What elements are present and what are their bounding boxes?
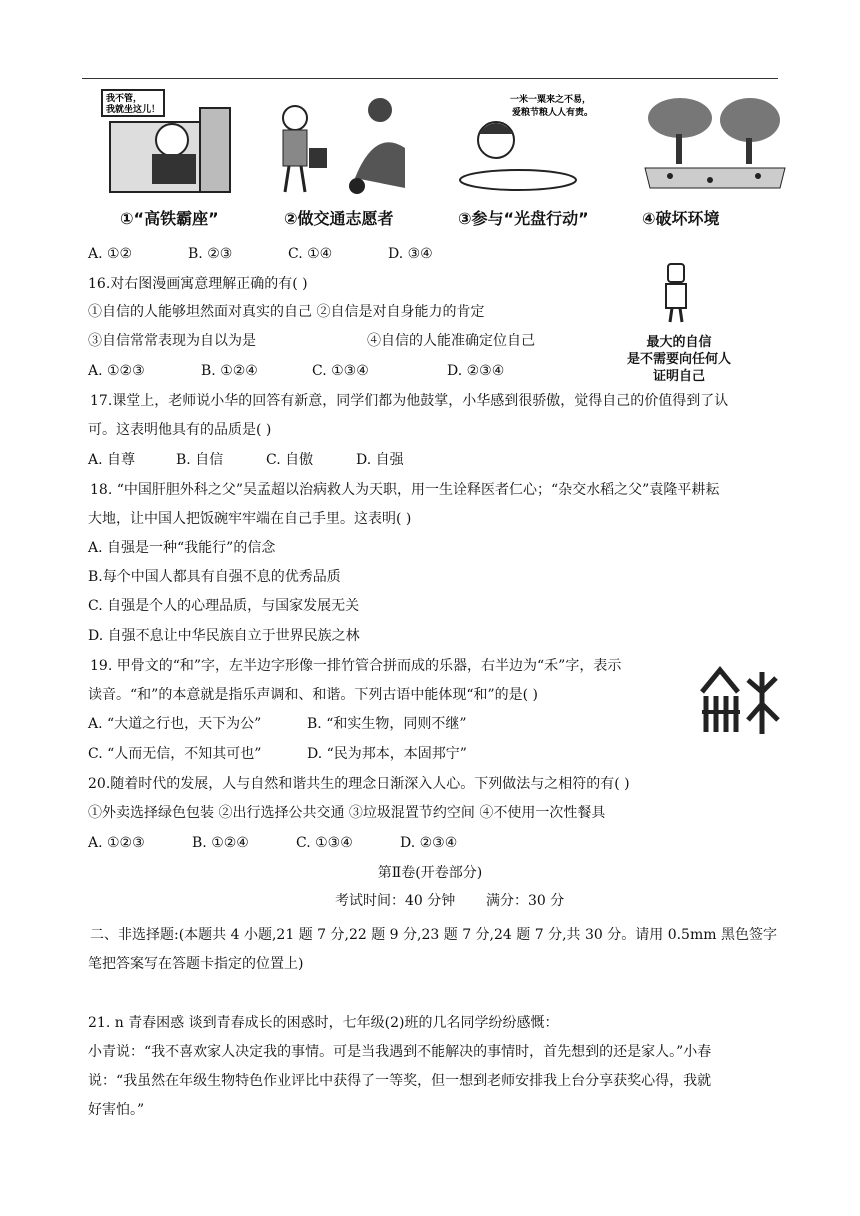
cartoon-clean-plate [448,88,618,196]
q21-line-1: 21. n 青春困惑 谈到青春成长的困惑时，七年级(2)班的几名同学纷纷感慨： [88,1015,559,1031]
q16-statements-2a: ③自信常常表现为自以为是 [88,333,256,349]
q19-option-b[interactable]: B. “和实生物，同则不继” [307,716,467,732]
option-c[interactable]: C. 自傲 [266,452,314,468]
q21-line-2: 小青说：“我不喜欢家人决定我的事情。可是当我遇到不能解决的事情时，首先想到的还是家人。”小春 [88,1044,712,1060]
q16-statements-2b: ④自信的人能准确定位自己 [367,333,535,349]
full-score: 满分：30 分 [486,893,565,909]
part2-instructions-1: 二、非选择题:(本题共 4 小题,21 题 7 分,22 题 9 分,23 题 7 分,24 题 7 分,共 30 分。请用 0.5mm 黑色签字 [90,927,777,943]
q19-line-1: 19. 甲骨文的“和”字，左半边字形像一排竹管合拼而成的乐器，右半边为“禾”字，表示 [90,658,622,674]
oracle-bone-he-glyph-icon [698,666,782,736]
q21-line-4: 好害怕。” [88,1102,145,1118]
option-c[interactable]: C. ①③④ [296,835,353,851]
q19-option-d[interactable]: D. “民为邦本，本固邦宁” [307,746,467,762]
option-c[interactable]: C. ①③④ [312,363,369,379]
caption-4: ④破坏环境 [642,209,720,228]
caption-1: ①“高铁霸座” [120,209,219,228]
option-a[interactable]: A. ①②③ [88,835,145,851]
caption-2: ②做交通志愿者 [284,209,394,228]
exam-time: 考试时间：40 分钟 [335,893,456,909]
cartoon-environment-damage [640,88,790,196]
q18-option-c[interactable]: C. 自强是个人的心理品质，与国家发展无关 [88,598,360,614]
q16-statements-1: ①自信的人能够坦然面对真实的自己 ②自信是对自身能力的肯定 [88,304,485,320]
q19-option-c[interactable]: C. “人而无信，不知其可也” [88,746,262,762]
option-d[interactable]: D. ②③④ [447,363,505,379]
option-c[interactable]: C. ①④ [288,246,333,262]
bubble-text-1: 我不管，我就坐这儿！ [106,94,161,115]
q20-options [88,833,457,853]
q18-option-a[interactable]: A. 自强是一种“我能行”的信念 [88,540,276,556]
option-a[interactable]: A. ①②③ [88,363,145,379]
option-d[interactable]: D. 自强 [356,452,404,468]
q17-line-2: 可。这表明他具有的品质是( ) [88,422,272,438]
q18-line-1: 18. “中国肝胆外科之父”吴孟超以治病救人为天职，用一生诠释医者仁心；“杂交水稻之父”袁隆平耕耘 [90,482,720,498]
option-b[interactable]: B. ②③ [188,246,233,262]
cartoon-traffic-volunteer [265,88,415,196]
option-b[interactable]: B. ①②④ [192,835,249,851]
figure-text-3: 证明自己 [652,369,705,384]
q20-stem: 20.随着时代的发展，人与自然和谐共生的理念日渐深入人心。下列做法与之相符的有( ) [88,776,630,792]
option-a[interactable]: A. ①② [88,246,133,262]
q21-line-3: 说：“我虽然在年级生物特色作业评比中获得了一等奖，但一想到老师安排我上台分享获奖心得，我就 [88,1073,712,1089]
option-b[interactable]: B. ①②④ [201,363,258,379]
standing-man-icon [656,262,696,324]
q19-line-2: 读音。“和”的本意就是指乐声调和、和谐。下列古语中能体现“和”的是( ) [88,687,539,703]
q18-option-d[interactable]: D. 自强不息让中华民族自立于世界民族之林 [88,628,360,644]
part2-instructions-2: 笔把答案写在答题卡指定的位置上) [88,956,304,972]
q19-option-a[interactable]: A. “大道之行也，天下为公” [88,716,262,732]
option-a[interactable]: A. 自尊 [88,452,136,468]
q16-options [88,361,504,381]
part2-title: 第Ⅱ卷(开卷部分) [377,865,483,881]
header-rule [82,78,778,79]
svg-text:爱粮节粮人人有责。: 爱粮节粮人人有责。 [512,108,594,118]
bubble-text-3: 一米一粟来之不易， [510,95,592,105]
q17-options [88,450,404,470]
caption-3: ③参与“光盘行动” [458,209,589,228]
figure-text-1: 最大的自信 [646,335,712,350]
confidence-figure [604,262,754,388]
cartoon-high-speed-rail-seat [100,88,250,196]
option-b[interactable]: B. 自信 [176,452,224,468]
q20-statements: ①外卖选择绿色包装 ②出行选择公共交通 ③垃圾混置节约空间 ④不使用一次性餐具 [88,805,606,821]
q17-line-1: 17.课堂上，老师说小华的回答有新意，同学们都为他鼓掌，小华感到很骄傲，觉得自己的价值得到了认 [90,393,729,409]
q16-stem: 16.对右图漫画寓意理解正确的有( ) [88,276,308,292]
q15-options [88,244,433,264]
q18-option-b[interactable]: B.每个中国人都具有自强不息的优秀品质 [88,569,341,585]
q18-line-2: 大地，让中国人把饭碗牢牢端在自己手里。这表明( ) [88,511,412,527]
option-d[interactable]: D. ②③④ [400,835,458,851]
figure-text-2: 是不需要向任何人 [626,352,731,367]
option-d[interactable]: D. ③④ [388,246,433,262]
